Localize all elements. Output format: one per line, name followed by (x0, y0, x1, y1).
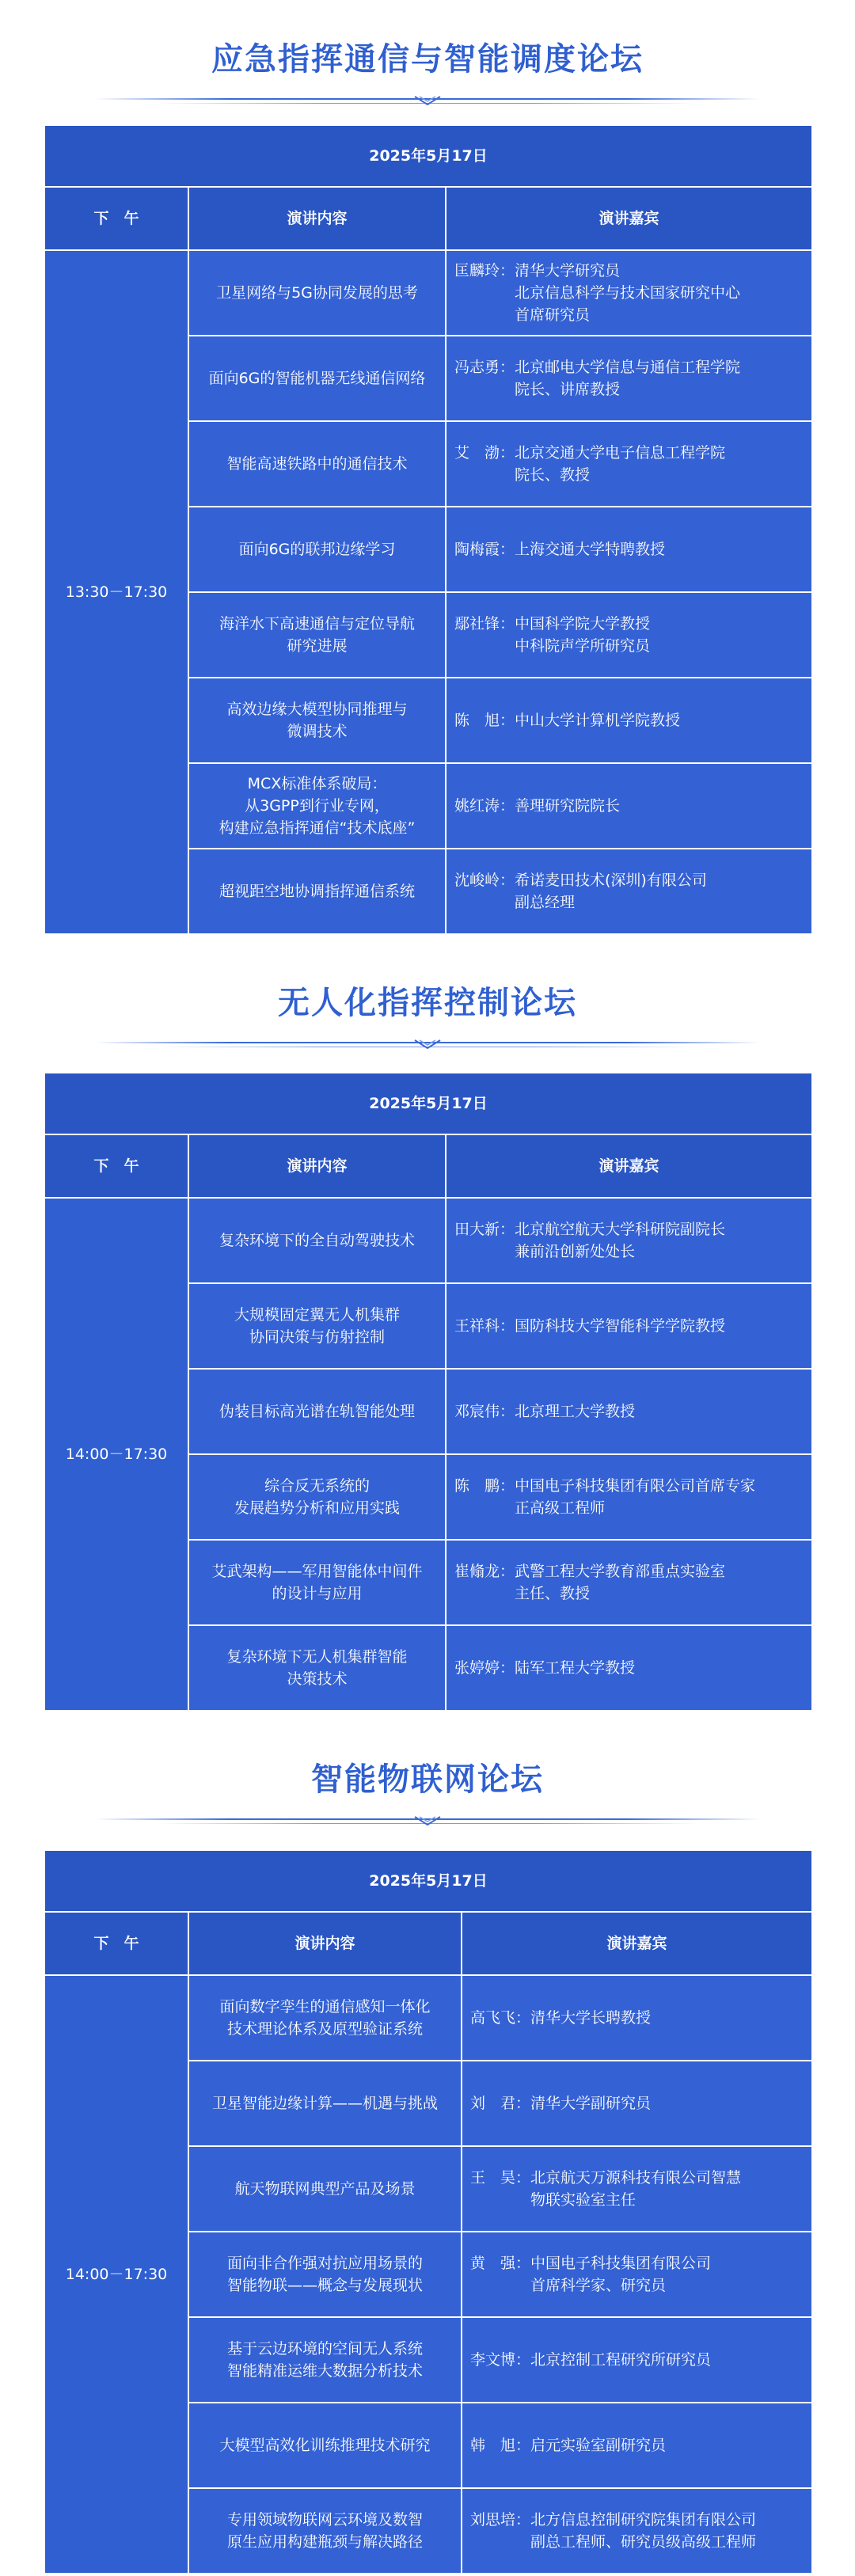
speaker-affiliation: 中国科学院大学教授 中科院声学所研究员 (515, 615, 651, 655)
speaker-affiliation: 北京邮电大学信息与通信工程学院 院长、讲席教授 (515, 359, 741, 398)
speaker-affiliation: 希诺麦田技术(深圳)有限公司 副总经理 (515, 872, 707, 911)
speaker-affiliation: 北京交通大学电子信息工程学院 院长、教授 (515, 444, 726, 484)
speaker-affiliation: 北方信息控制研究院集团有限公司 副总工程师、研究员级高级工程师 (530, 2511, 757, 2551)
speaker-name: 韩 旭： (470, 2437, 531, 2454)
talk-topic: 艾武架构——军用智能体中间件 的设计与应用 (188, 1540, 446, 1625)
talk-speaker (446, 1198, 812, 1283)
talk-speaker (462, 2488, 812, 2574)
title-divider (0, 1807, 855, 1831)
talk-speaker (446, 849, 812, 934)
time-slot: 14:00－17:30 (44, 1198, 188, 1711)
date-cell: 2025年5月17日 (44, 1073, 812, 1134)
header-speaker: 演讲嘉宾 (446, 1134, 812, 1198)
talk-topic: 卫星网络与5G协同发展的思考 (188, 250, 446, 336)
chevron-ornament-icon (413, 93, 442, 108)
talk-topic: 智能高速铁路中的通信技术 (188, 421, 446, 507)
talk-speaker (446, 1283, 812, 1369)
talk-topic: 面向6G的联邦边缘学习 (188, 507, 446, 592)
speaker-name: 张婷婷： (454, 1659, 515, 1677)
speaker-affiliation: 善理研究院院长 (515, 797, 621, 815)
talk-speaker (446, 592, 812, 678)
speaker-affiliation: 上海交通大学特聘教授 (515, 541, 666, 558)
header-period: 下 午 (44, 1912, 188, 1975)
talk-topic: 伪装目标高光谱在轨智能处理 (188, 1369, 446, 1454)
talk-speaker (462, 2232, 812, 2317)
talk-speaker (446, 1540, 812, 1625)
talk-topic: 海洋水下高速通信与定位导航 研究进展 (188, 592, 446, 678)
speaker-name: 冯志勇： (454, 359, 515, 376)
talk-speaker (446, 1454, 812, 1540)
talk-topic: 大模型高效化训练推理技术研究 (188, 2403, 462, 2488)
speaker-name: 黄 强： (470, 2255, 531, 2272)
talk-topic: 综合反无系统的 发展趋势分析和应用实践 (188, 1454, 446, 1540)
talk-speaker (462, 2317, 812, 2403)
talk-topic: 复杂环境下的全自动驾驶技术 (188, 1198, 446, 1283)
title-divider (0, 87, 855, 111)
speaker-affiliation: 北京理工大学教授 (515, 1403, 636, 1420)
forum-title: 智能物联网论坛 (311, 1761, 544, 1798)
schedule-table (44, 124, 813, 935)
talk-speaker (446, 336, 812, 421)
speaker-name: 沈峻岭： (454, 872, 515, 889)
speaker-name: 陈 旭： (454, 712, 515, 729)
speaker-affiliation: 中国电子科技集团有限公司首席专家 正高级工程师 (515, 1477, 756, 1517)
header-topic: 演讲内容 (188, 1912, 462, 1975)
schedule-table (44, 1072, 813, 1712)
talk-topic: 面向非合作强对抗应用场景的 智能物联——概念与发展现状 (188, 2232, 462, 2317)
talk-topic: 大规模固定翼无人机集群 协同决策与仿射控制 (188, 1283, 446, 1369)
speaker-affiliation: 北京航空航天大学科研院副院长 兼前沿创新处处长 (515, 1221, 726, 1260)
talk-speaker (446, 763, 812, 849)
talk-speaker (462, 2061, 812, 2146)
talk-topic: 航天物联网典型产品及场景 (188, 2146, 462, 2232)
speaker-name: 刘 君： (470, 2095, 531, 2112)
time-slot: 14:00－17:30 (44, 1975, 188, 2574)
speaker-name: 艾 渤： (454, 444, 515, 462)
talk-topic: 面向数字孪生的通信感知一体化 技术理论体系及原型验证系统 (188, 1975, 462, 2061)
talk-speaker (446, 250, 812, 336)
date-cell: 2025年5月17日 (44, 1850, 812, 1912)
forum-unmanned-command-control (0, 975, 855, 1054)
talk-speaker (446, 1625, 812, 1711)
time-slot: 13:30－17:30 (44, 250, 188, 934)
talk-speaker (446, 1369, 812, 1454)
chevron-ornament-icon (413, 1037, 442, 1051)
speaker-name: 邓宸伟： (454, 1403, 515, 1420)
speaker-name: 鄢社锋： (454, 615, 515, 633)
speaker-affiliation: 清华大学研究员 北京信息科学与技术国家研究中心 首席研究员 (515, 262, 741, 324)
speaker-affiliation: 中国电子科技集团有限公司 首席科学家、研究员 (530, 2255, 712, 2294)
speaker-name: 崔翛龙： (454, 1563, 515, 1580)
speaker-name: 刘思培： (470, 2511, 531, 2529)
talk-topic: 超视距空地协调指挥通信系统 (188, 849, 446, 934)
speaker-affiliation: 清华大学副研究员 (530, 2095, 652, 2112)
chevron-ornament-icon (413, 1814, 442, 1828)
header-period: 下 午 (44, 1134, 188, 1198)
speaker-affiliation: 陆军工程大学教授 (515, 1659, 636, 1677)
speaker-affiliation: 武警工程大学教育部重点实验室 主任、教授 (515, 1563, 726, 1602)
speaker-name: 王祥科： (454, 1317, 515, 1335)
speaker-affiliation: 北京航天万源科技有限公司智慧 物联实验室主任 (530, 2169, 742, 2209)
speaker-name: 匡麟玲： (454, 262, 515, 279)
speaker-name: 陶梅霞： (454, 541, 515, 558)
speaker-affiliation: 启元实验室副研究员 (530, 2437, 667, 2454)
talk-speaker (446, 421, 812, 507)
speaker-name: 李文博： (470, 2351, 531, 2369)
header-period: 下 午 (44, 187, 188, 250)
schedule-table (44, 1849, 813, 2574)
speaker-name: 高飞飞： (470, 2009, 531, 2027)
talk-speaker (462, 1975, 812, 2061)
speaker-affiliation: 中山大学计算机学院教授 (515, 712, 681, 729)
talk-topic: 高效边缘大模型协同推理与 微调技术 (188, 678, 446, 763)
header-topic: 演讲内容 (188, 1134, 446, 1198)
forum-intelligent-iot (0, 1752, 855, 1831)
title-divider (0, 1031, 855, 1054)
talk-topic: 基于云边环境的空间无人系统 智能精准运维大数据分析技术 (188, 2317, 462, 2403)
talk-speaker (462, 2403, 812, 2488)
talk-topic: 卫星智能边缘计算——机遇与挑战 (188, 2061, 462, 2146)
talk-speaker (446, 678, 812, 763)
talk-speaker (446, 507, 812, 592)
header-speaker: 演讲嘉宾 (462, 1912, 812, 1975)
talk-topic: 专用领域物联网云环境及数智 原生应用构建瓶颈与解决路径 (188, 2488, 462, 2574)
header-topic: 演讲内容 (188, 187, 446, 250)
talk-speaker (462, 2146, 812, 2232)
speaker-affiliation: 国防科技大学智能科学学院教授 (515, 1317, 726, 1335)
forum-title: 无人化指挥控制论坛 (278, 985, 577, 1021)
speaker-name: 王 昊： (470, 2169, 531, 2187)
forum-emergency-communication (0, 32, 855, 111)
speaker-affiliation: 清华大学长聘教授 (530, 2009, 652, 2027)
talk-topic: 面向6G的智能机器无线通信网络 (188, 336, 446, 421)
speaker-name: 田大新： (454, 1221, 515, 1238)
header-speaker: 演讲嘉宾 (446, 187, 812, 250)
speaker-name: 陈 鹏： (454, 1477, 515, 1495)
talk-topic: MCX标准体系破局： 从3GPP到行业专网， 构建应急指挥通信“技术底座” (188, 763, 446, 849)
forum-title: 应急指挥通信与智能调度论坛 (211, 41, 644, 78)
speaker-name: 姚红涛： (454, 797, 515, 815)
speaker-affiliation: 北京控制工程研究所研究员 (530, 2351, 712, 2369)
talk-topic: 复杂环境下无人机集群智能 决策技术 (188, 1625, 446, 1711)
date-cell: 2025年5月17日 (44, 125, 812, 187)
